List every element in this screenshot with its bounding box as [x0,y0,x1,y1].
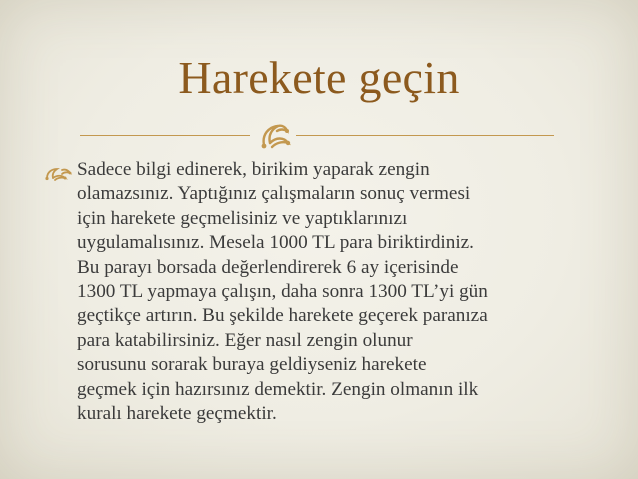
fleuron-icon [258,119,292,153]
divider-line-left [80,135,250,136]
divider-line-right [296,135,554,136]
slide-title: Harekete geçin [178,52,460,103]
fleuron-bullet-icon [44,166,74,182]
body-paragraph: Sadece bilgi edinerek, birikim yaparak zengin olamazsınız. Yaptığınız çalışmaların sonuç vermesi için harekete geçmelisiniz ve yaptıklarınızı uygulamalısınız. Mesela 1000 TL para biriktirdiniz. Bu parayı borsada değerlendirerek 6 ay içerisinde 1300 TL yapmaya çalışın, daha sonra 1300 TL’yi gün geçtikçe artırın. Bu şekilde harekete geçerek paranıza para katabilirsiniz. Eğer nasıl zengin olunur sorusunu sorarak buraya geldiyseniz harekete geçmek için hazırsınız demektir. Zengin olmanın ilk kuralı harekete geçmektir. [77,159,488,425]
title-divider [80,115,554,155]
slide-body [44,158,604,426]
